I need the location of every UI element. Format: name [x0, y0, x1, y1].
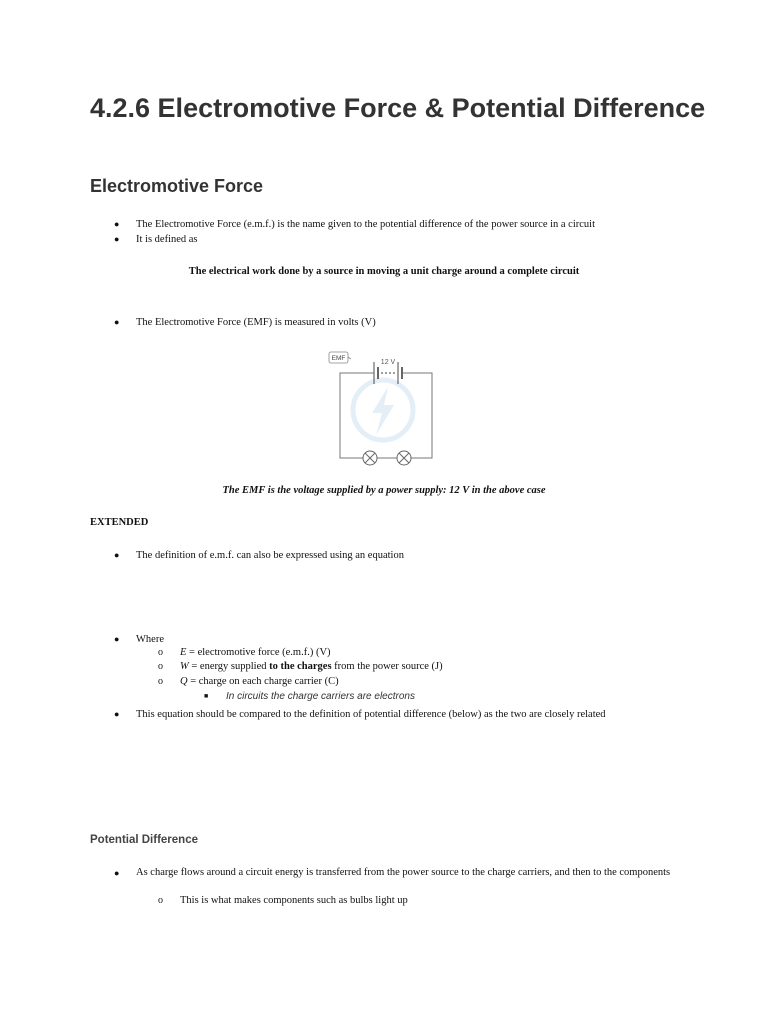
extended-label: EXTENDED	[90, 517, 149, 528]
sub-bullet-icon: o	[158, 676, 163, 687]
emf-definition: The electrical work done by a source in moving a unit charge around a complete circuit	[188, 266, 580, 277]
square-bullet-icon: ■	[204, 692, 209, 700]
symbol-definition: E = electromotive force (e.m.f.) (V)	[180, 647, 331, 658]
bullet-icon: ●	[114, 317, 120, 327]
symbol-definition: Q = charge on each charge carrier (C)	[180, 676, 339, 687]
bullet-icon: ●	[114, 550, 120, 560]
lamp-icon	[363, 451, 377, 465]
bullet-icon: ●	[114, 709, 120, 719]
section-heading-pd: Potential Difference	[90, 834, 198, 846]
watermark-logo	[353, 380, 413, 440]
bullet-text: The definition of e.m.f. can also be expressed using an equation	[136, 550, 404, 561]
bullet-icon: ●	[114, 234, 120, 244]
bullet-icon: ●	[114, 868, 120, 878]
emf-label: EMF	[331, 355, 346, 362]
circuit-diagram	[320, 347, 442, 469]
bullet-text: The Electromotive Force (EMF) is measured in volts (V)	[136, 317, 376, 328]
sub-bullet-text: This is what makes components such as bulbs light up	[180, 895, 408, 906]
symbol-definition: W = energy supplied to the charges from the power source (J)	[180, 661, 443, 672]
section-heading-emf: Electromotive Force	[90, 176, 264, 196]
where-label: Where	[136, 634, 164, 645]
sub-bullet-icon: o	[158, 895, 163, 906]
bullet-text: The Electromotive Force (e.m.f.) is the name given to the potential difference of the power source in a circuit	[136, 219, 596, 230]
bullet-icon: ●	[114, 634, 120, 644]
bullet-text: It is defined as	[136, 234, 198, 245]
sub-bullet-icon: o	[158, 647, 163, 658]
bullet-icon: ●	[114, 219, 120, 229]
lamp-icon	[397, 451, 411, 465]
diagram-caption: The EMF is the voltage supplied by a power supply: 12 V in the above case	[222, 485, 546, 496]
bullet-text: This equation should be compared to the definition of potential difference (below) as the two are closely related	[136, 709, 606, 720]
voltage-label: 12 V	[380, 359, 396, 366]
sub-bullet-icon: o	[158, 661, 163, 672]
note-text: In circuits the charge carriers are electrons	[226, 691, 415, 702]
page-title: 4.2.6 Electromotive Force & Potential Difference	[90, 93, 706, 123]
bullet-text: As charge flows around a circuit energy is transferred from the power source to the charge carriers, and then to the components	[136, 867, 671, 878]
